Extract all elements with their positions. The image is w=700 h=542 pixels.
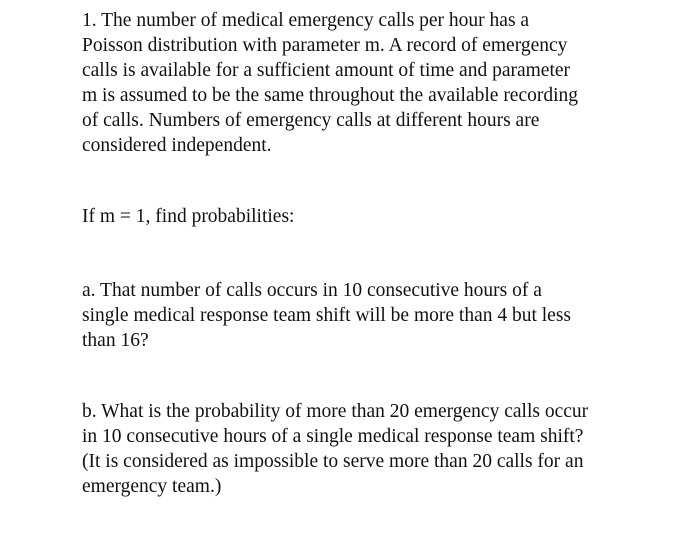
problem-intro-paragraph: 1. The number of medical emergency calls per hour has a Poisson distribution with parameter m. A record of emergency calls is available for a sufficient amount of time and parameter m is assumed to be the same throughout the available recording of calls. Numbers of emergency calls at different hours are considered independent. bbox=[82, 10, 579, 156]
given-condition: If m = 1, find probabilities: bbox=[82, 206, 295, 227]
question-part-b: b. What is the probability of more than 20 emergency calls occur in 10 consecutive hours of a single medical response team shift? (It is considered as impossible to serve more than 20 calls for an emergency team.) bbox=[82, 401, 589, 497]
question-part-a: a. That number of calls occurs in 10 consecutive hours of a single medical response team shift will be more than 4 but less than 16? bbox=[82, 280, 572, 351]
